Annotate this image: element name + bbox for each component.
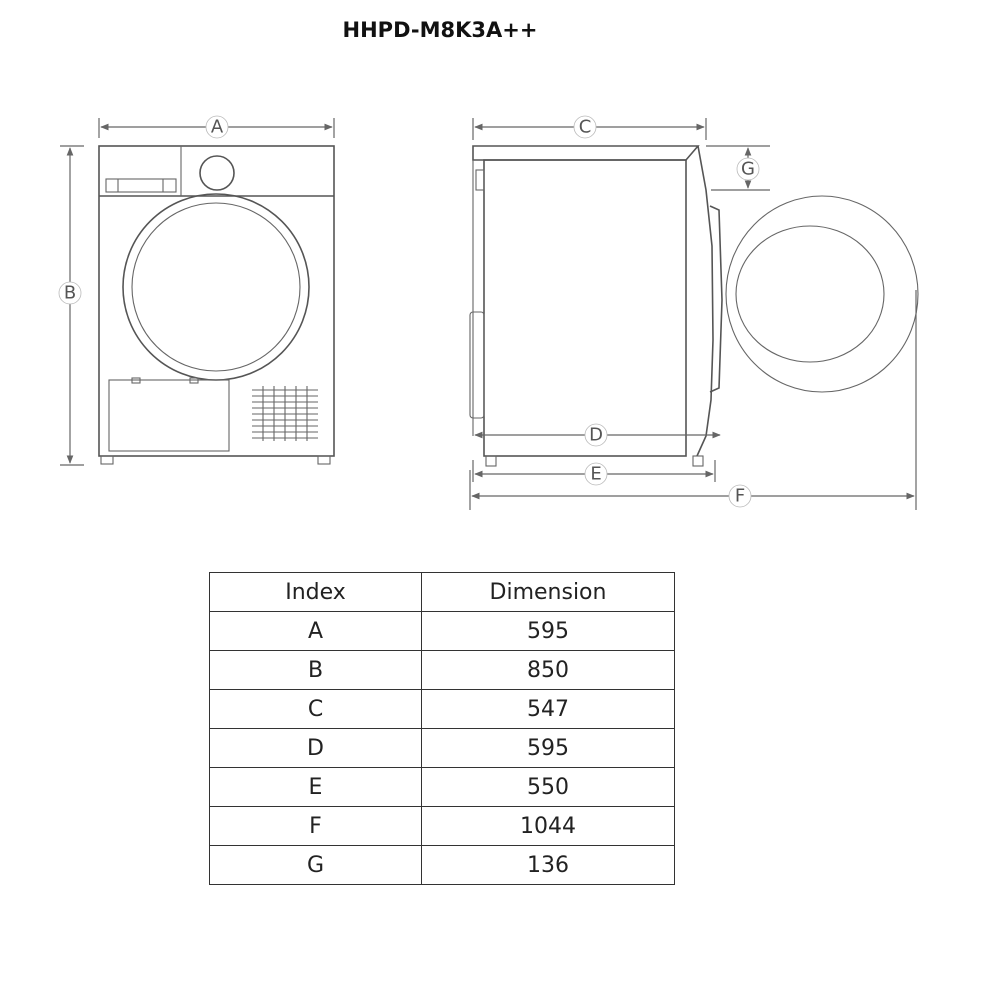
- dimension-label-d: [585, 424, 607, 446]
- label-d-text: D: [589, 424, 603, 446]
- open-door-inner: [736, 226, 884, 362]
- dimension-header: Dimension: [422, 573, 675, 612]
- dimension-label-g: [737, 158, 759, 180]
- index-header: Index: [210, 573, 422, 612]
- index-cell: G: [210, 846, 422, 885]
- dimension-cell: 850: [422, 651, 675, 690]
- label-c-text: C: [578, 116, 592, 138]
- label-a-text: A: [210, 116, 224, 138]
- dimension-cell: 1044: [422, 807, 675, 846]
- side-view: [470, 146, 918, 466]
- dimension-label-c: [574, 116, 596, 138]
- front-view: [99, 146, 334, 464]
- table-row: [210, 729, 675, 768]
- filter-panel: [109, 380, 229, 451]
- table-row: [210, 846, 675, 885]
- dimension-cell: 595: [422, 729, 675, 768]
- detergent-drawer: [106, 179, 176, 192]
- index-cell: B: [210, 651, 422, 690]
- label-f-text: F: [734, 485, 746, 507]
- dimension-label-f: [729, 485, 751, 507]
- front-foot-left: [101, 456, 113, 464]
- table-row: [210, 690, 675, 729]
- side-top-panel: [473, 146, 698, 160]
- dimension-cell: 547: [422, 690, 675, 729]
- table-header-row: [210, 573, 675, 612]
- rear-connector: [476, 170, 484, 190]
- table-row: [210, 768, 675, 807]
- front-foot-right: [318, 456, 330, 464]
- vent-grille: [252, 386, 318, 441]
- table-row: [210, 612, 675, 651]
- index-cell: D: [210, 729, 422, 768]
- index-cell: A: [210, 612, 422, 651]
- index-cell: E: [210, 768, 422, 807]
- label-e-text: E: [590, 463, 602, 485]
- door-inner-ring: [132, 203, 300, 371]
- program-knob: [200, 156, 234, 190]
- side-foot-front: [693, 456, 703, 466]
- model-title: HHPD-M8K3A++: [342, 18, 538, 42]
- dimensions-table: [209, 572, 675, 885]
- side-foot-rear: [486, 456, 496, 466]
- index-cell: F: [210, 807, 422, 846]
- dimension-label-b: [59, 282, 81, 304]
- dimension-cell: 550: [422, 768, 675, 807]
- dimension-label-e: [585, 463, 607, 485]
- label-b-text: B: [63, 282, 77, 304]
- dimension-label-a: [206, 116, 228, 138]
- side-front-profile: [697, 146, 713, 456]
- label-g-text: G: [741, 158, 755, 180]
- open-door-outer: [726, 196, 918, 392]
- table-row: [210, 807, 675, 846]
- side-body: [484, 160, 686, 456]
- rear-panel: [470, 312, 484, 418]
- dimension-cell: 595: [422, 612, 675, 651]
- table-row: [210, 651, 675, 690]
- index-cell: C: [210, 690, 422, 729]
- dimension-cell: 136: [422, 846, 675, 885]
- door-outer-ring: [123, 194, 309, 380]
